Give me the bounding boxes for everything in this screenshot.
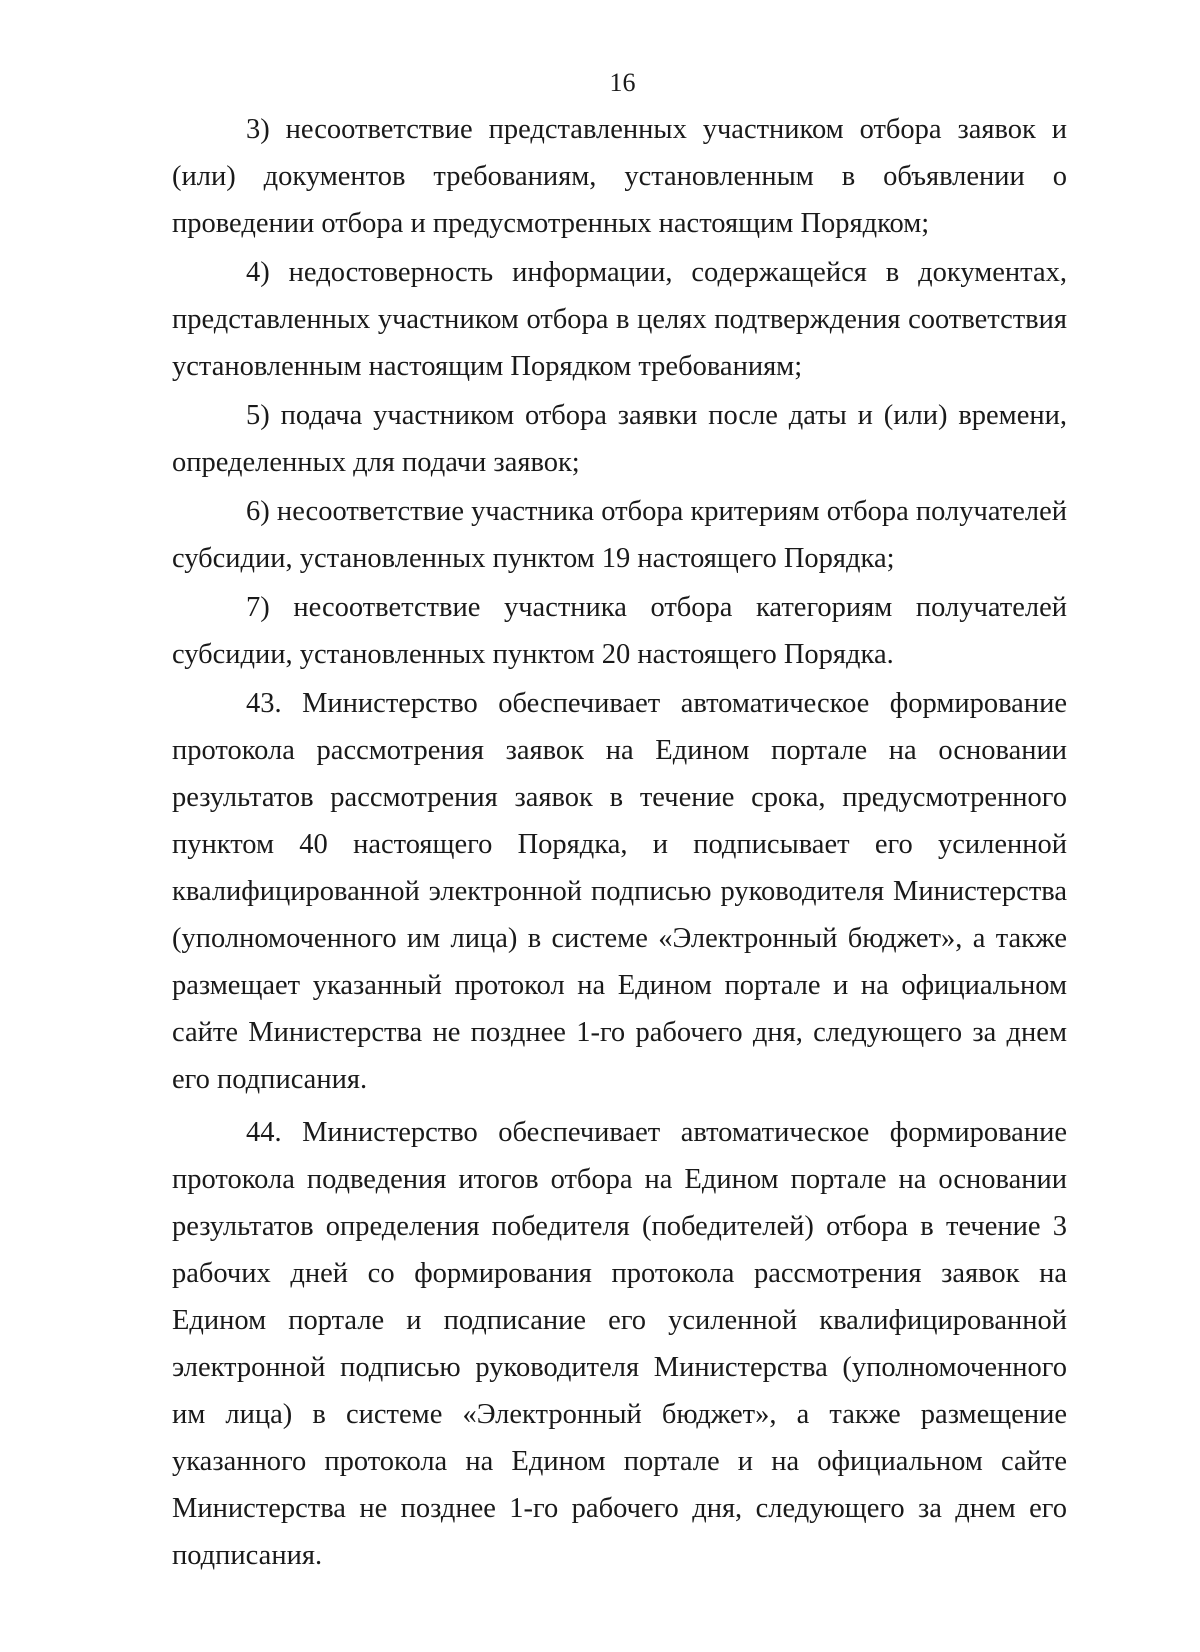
paragraph-item-6: 6) несоответствие участника отбора критериям отбора получателей субсидии, установленных пунктом 19 настоящего Порядка; <box>172 496 1067 574</box>
paragraph-item-3: 3) несоответствие представленных участником отбора заявок и (или) документов требованиям, установленным в объявлении о проведении отбора и предусмотренных настоящим Порядком; <box>172 114 1067 239</box>
document-body <box>172 106 1067 1585</box>
paragraph-item-5: 5) подача участником отбора заявки после даты и (или) времени, определенных для подачи заявок; <box>172 400 1067 478</box>
paragraph-44: 44. Министерство обеспечивает автоматическое формирование протокола подведения итогов отбора на Едином портале на основании результатов определения победителя (победителей) отбора в течение 3 рабочих дней со формирования протокола рассмотрения заявок на Едином портале и подписание его усиленной квалифицированной электронной подписью руководителя Министерства (уполномоченного им лица) в системе «Электронный бюджет», а также размещение указанного протокола на Едином портале и на официальном сайте Министерства не позднее 1-го рабочего дня, следующего за днем его подписания. <box>172 1117 1067 1571</box>
paragraph-43: 43. Министерство обеспечивает автоматическое формирование протокола рассмотрения заявок на Едином портале на основании результатов рассмотрения заявок в течение срока, предусмотренного пунктом 40 настоящего Порядка, и подписывает его усиленной квалифицированной электронной подписью руководителя Министерства (уполномоченного им лица) в системе «Электронный бюджет», а также размещает указанный протокол на Едином портале и на официальном сайте Министерства не позднее 1-го рабочего дня, следующего за днем его подписания. <box>172 688 1067 1095</box>
paragraph-item-4: 4) недостоверность информации, содержащейся в документах, представленных участником отбора в целях подтверждения соответствия установленным настоящим Порядком требованиям; <box>172 257 1067 382</box>
page-number: 16 <box>609 68 636 97</box>
paragraph-item-7: 7) несоответствие участника отбора категориям получателей субсидии, установленных пунктом 20 настоящего Порядка. <box>172 592 1067 670</box>
